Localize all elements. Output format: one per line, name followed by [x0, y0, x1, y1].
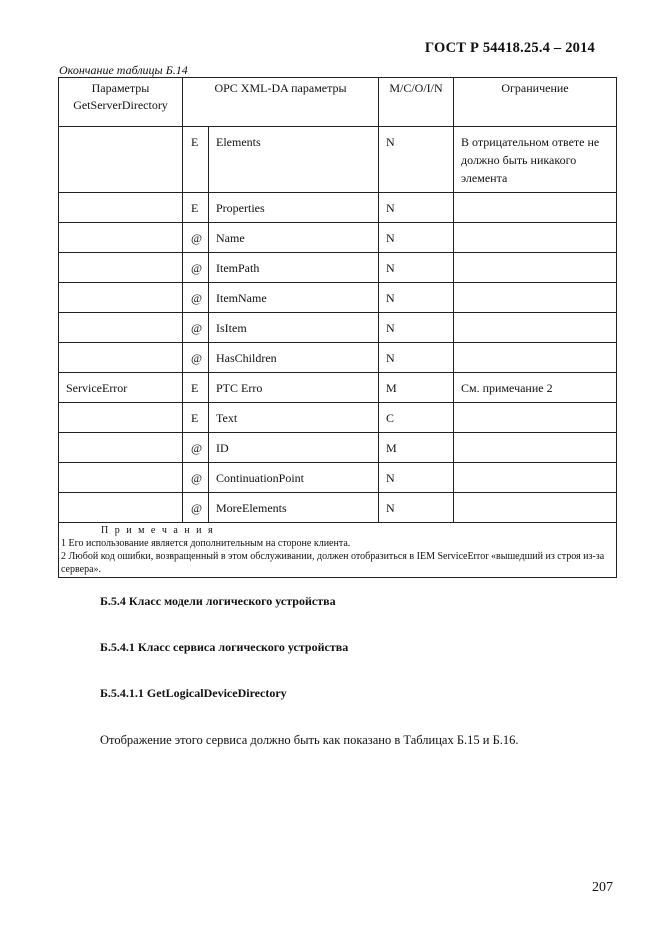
- col-header-params: Параметры GetServerDirectory: [59, 78, 183, 127]
- mcoin-cell: N: [379, 223, 454, 253]
- constraint-cell: [454, 433, 617, 463]
- param-cell: [59, 403, 183, 433]
- type-symbol-cell: @: [183, 433, 209, 463]
- constraint-cell: См. примечание 2: [454, 373, 617, 403]
- param-cell: [59, 463, 183, 493]
- constraint-cell: [454, 343, 617, 373]
- table-row: [59, 253, 617, 283]
- mcoin-cell: N: [379, 193, 454, 223]
- table-row: [59, 493, 617, 523]
- element-name-cell: MoreElements: [209, 493, 379, 523]
- param-cell: [59, 493, 183, 523]
- table-row: [59, 373, 617, 403]
- table-row: [59, 313, 617, 343]
- section-heading-b541: Б.5.4.1 Класс сервиса логического устройства: [100, 640, 349, 654]
- param-cell: [59, 343, 183, 373]
- type-symbol-cell: @: [183, 283, 209, 313]
- table-row: [59, 283, 617, 313]
- document-header: ГОСТ Р 54418.25.4 – 2014: [424, 40, 595, 56]
- param-cell: [59, 223, 183, 253]
- constraint-cell: [454, 313, 617, 343]
- element-name-cell: Name: [209, 223, 379, 253]
- table-row: [59, 463, 617, 493]
- param-cell: [59, 193, 183, 223]
- mcoin-cell: N: [379, 127, 454, 193]
- mcoin-cell: M: [379, 433, 454, 463]
- mcoin-cell: N: [379, 493, 454, 523]
- constraint-cell: [454, 403, 617, 433]
- table-caption: Окончание таблицы Б.14: [59, 63, 188, 77]
- param-cell: [59, 313, 183, 343]
- section-heading-b54: Б.5.4 Класс модели логического устройства: [100, 594, 336, 608]
- table-row: [59, 193, 617, 223]
- constraint-cell: [454, 193, 617, 223]
- body-paragraph: Отображение этого сервиса должно быть как показано в Таблицах Б.15 и Б.16.: [100, 733, 519, 747]
- element-name-cell: PTC Erro: [209, 373, 379, 403]
- table-row: [59, 433, 617, 463]
- type-symbol-cell: @: [183, 463, 209, 493]
- element-name-cell: Properties: [209, 193, 379, 223]
- section-heading-b5411: Б.5.4.1.1 GetLogicalDeviceDirectory: [100, 686, 287, 700]
- constraint-cell: [454, 253, 617, 283]
- param-cell: [59, 127, 183, 193]
- notes-title: П р и м е ч а н и я: [101, 525, 215, 536]
- element-name-cell: ContinuationPoint: [209, 463, 379, 493]
- type-symbol-cell: @: [183, 343, 209, 373]
- element-name-cell: IsItem: [209, 313, 379, 343]
- element-name-cell: ItemName: [209, 283, 379, 313]
- mcoin-cell: C: [379, 403, 454, 433]
- constraint-cell: [454, 283, 617, 313]
- notes-row: [59, 523, 617, 578]
- element-name-cell: Elements: [209, 127, 379, 193]
- col-header-mcoin: M/C/O/I/N: [379, 78, 454, 127]
- element-name-cell: HasChildren: [209, 343, 379, 373]
- mcoin-cell: M: [379, 373, 454, 403]
- parameters-table: [58, 77, 617, 578]
- page-number: 207: [592, 880, 613, 895]
- type-symbol-cell: @: [183, 313, 209, 343]
- table-row: [59, 223, 617, 253]
- type-symbol-cell: E: [183, 403, 209, 433]
- mcoin-cell: N: [379, 463, 454, 493]
- col-header-constraint: Ограничение: [454, 78, 617, 127]
- constraint-cell: В отрицательном ответе не должно быть никакого элемента: [454, 127, 617, 193]
- table-row: [59, 403, 617, 433]
- param-cell: [59, 433, 183, 463]
- type-symbol-cell: E: [183, 127, 209, 193]
- param-cell: [59, 253, 183, 283]
- constraint-cell: [454, 463, 617, 493]
- col-header-opc: OPC XML-DA параметры: [183, 78, 379, 127]
- param-cell: ServiceError: [59, 373, 183, 403]
- table-row: [59, 343, 617, 373]
- constraint-cell: [454, 223, 617, 253]
- mcoin-cell: N: [379, 253, 454, 283]
- element-name-cell: ID: [209, 433, 379, 463]
- note-1: 1 Его использование является дополнительным на стороне клиента.: [61, 538, 351, 549]
- type-symbol-cell: @: [183, 253, 209, 283]
- mcoin-cell: N: [379, 283, 454, 313]
- table-row: [59, 127, 617, 193]
- constraint-cell: [454, 493, 617, 523]
- element-name-cell: ItemPath: [209, 253, 379, 283]
- mcoin-cell: N: [379, 343, 454, 373]
- element-name-cell: Text: [209, 403, 379, 433]
- type-symbol-cell: @: [183, 493, 209, 523]
- note-2: 2 Любой код ошибки, возвращенный в этом обслуживании, должен отобразиться в IEM ServiceError «вышедший из строя из-за сервера».: [61, 551, 605, 575]
- param-cell: [59, 283, 183, 313]
- type-symbol-cell: @: [183, 223, 209, 253]
- table-header-row: [59, 78, 617, 127]
- type-symbol-cell: E: [183, 193, 209, 223]
- notes-cell: [59, 523, 617, 578]
- type-symbol-cell: E: [183, 373, 209, 403]
- mcoin-cell: N: [379, 313, 454, 343]
